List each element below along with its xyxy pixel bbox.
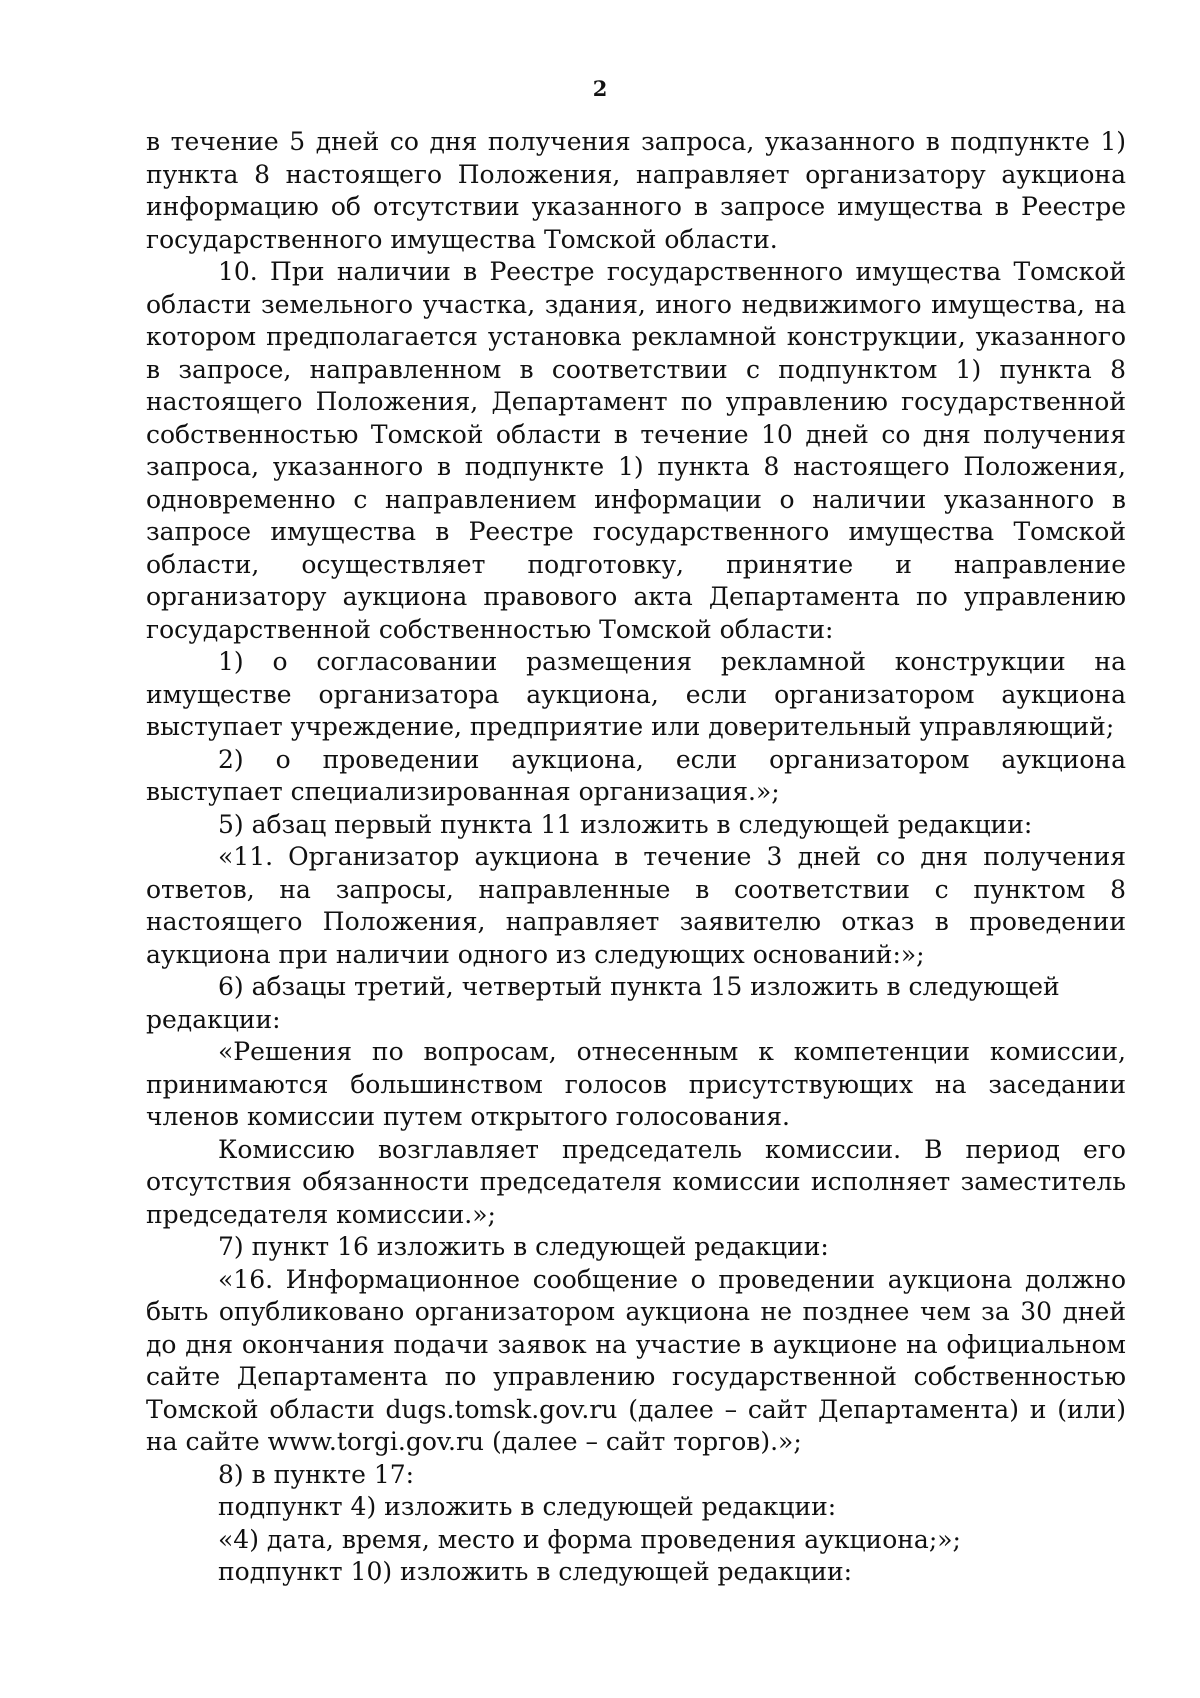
document-body <box>146 126 1126 1589</box>
paragraph-amendment-7: 7) пункт 16 изложить в следующей редакции: <box>218 1232 829 1261</box>
paragraph-subitem-4-intro: подпункт 4) изложить в следующей редакции: <box>218 1492 837 1521</box>
page-number: 2 <box>592 76 608 101</box>
paragraph-item-10: 10. При наличии в Реестре государственного имущества Томской области земельного участка, здания, иного недвижимого имущества, на котором предполагается установка рекламной конструкции, указанного в запросе, направленном в соответствии с подпунктом 1) пункта 8 настоящего Положения, Департамент по управлению государственной собственностью Томской области в течение 10 дней со дня получения запроса, указанного в подпункте 1) пункта 8 настоящего Положения, одновременно с направлением информации о наличии указанного в запросе имущества в Реестре государственного имущества Томской области, осуществляет подготовку, принятие и направление организатору аукциона правового акта Департамента по управлению государственной собственностью Томской области: <box>146 257 1126 644</box>
paragraph-amendment-6: 6) абзацы третий, четвертый пункта 15 изложить в следующей редакции: <box>146 972 1060 1034</box>
paragraph-amendment-8: 8) в пункте 17: <box>218 1459 415 1489</box>
paragraph-amendment-5: 5) абзац первый пункта 11 изложить в следующей редакции: <box>218 809 1033 839</box>
paragraph-subitem-10-intro: подпункт 10) изложить в следующей редакции: <box>218 1557 853 1586</box>
paragraph-item-11: «11. Организатор аукциона в течение 3 дней со дня получения ответов, на запросы, направленные в соответствии с пунктом 8 настоящего Положения, направляет заявителю отказ в проведении аукциона при наличии одного из следующих оснований:»; <box>146 842 1126 969</box>
paragraph-continuation: в течение 5 дней со дня получения запроса, указанного в подпункте 1) пункта 8 настоящего Положения, направляет организатору аукциона информацию об отсутствии указанного в запросе имущества в Реестре государственного имущества Томской области. <box>146 127 1126 254</box>
paragraph-subitem-2: 2) о проведении аукциона, если организатором аукциона выступает специализированная организация.»; <box>146 744 1126 806</box>
paragraph-subitem-4: «4) дата, время, место и форма проведения аукциона;»; <box>218 1524 961 1554</box>
paragraph-chairman: Комиссию возглавляет председатель комиссии. В период его отсутствия обязанности председателя комиссии исполняет заместитель председателя комиссии.»; <box>146 1134 1126 1229</box>
paragraph-subitem-1: 1) о согласовании размещения рекламной конструкции на имуществе организатора аукциона, если организатором аукциона выступает учреждение, предприятие или доверительный управляющий; <box>146 647 1126 741</box>
paragraph-decisions: «Решения по вопросам, отнесенным к компетенции комиссии, принимаются большинством голосов присутствующих на заседании членов комиссии путем открытого голосования. <box>146 1037 1126 1131</box>
paragraph-item-16: «16. Информационное сообщение о проведении аукциона должно быть опубликовано организатором аукциона не позднее чем за 30 дней до дня окончания подачи заявок на участие в аукционе на официальном сайте Департамента по управлению государственной собственностью Томской области dugs.tomsk.gov.ru (далее – сайт Департамента) и (или) на сайте www.torgi.gov.ru (далее – сайт торгов).»; <box>146 1264 1126 1456</box>
